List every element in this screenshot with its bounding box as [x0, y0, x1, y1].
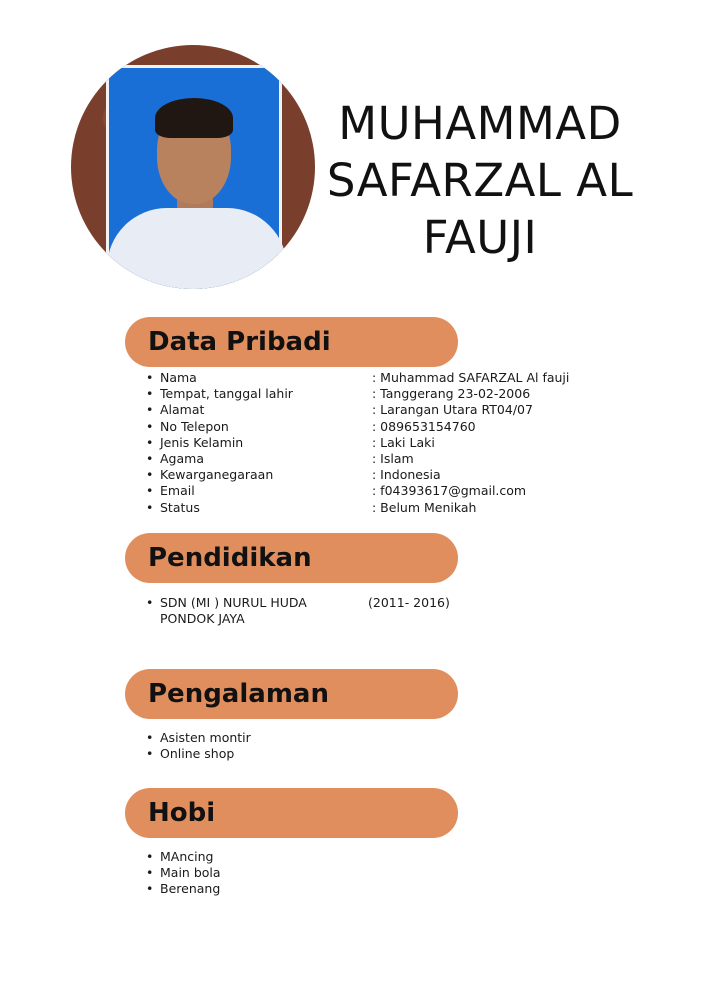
school-location: PONDOK JAYA	[160, 611, 245, 627]
personal-data-list	[146, 370, 569, 516]
list-item: • Tempat, tanggal lahir : Tanggerang 23-02-2006	[146, 386, 531, 402]
list-item: • Agama : Islam	[146, 451, 414, 467]
list-item: • Asisten montir	[146, 730, 251, 745]
school-name: SDN (MI ) NURUL HUDA	[160, 595, 307, 610]
person-name: MUHAMMAD SAFARZAL AL FAUJI	[326, 97, 634, 264]
education-years: (2011- 2016)	[368, 595, 450, 610]
list-item: • Kewarganegaraan : Indonesia	[146, 467, 441, 483]
list-item: • Online shop	[146, 746, 235, 762]
section-header-pendidikan	[125, 533, 458, 583]
section-title: Hobi	[148, 798, 216, 828]
list-item: • Status : Belum Menikah	[146, 499, 477, 515]
section-header-data-pribadi	[125, 317, 458, 367]
list-item: • Email : f04393617@gmail.com	[146, 483, 527, 499]
list-item: • Main bola	[146, 865, 221, 881]
list-item: • Berenang	[146, 881, 221, 897]
experience-list	[146, 730, 251, 762]
id-photo	[106, 65, 282, 289]
list-item: • Nama : Muhammad SAFARZAL Al fauji	[146, 370, 570, 385]
section-title: Data Pribadi	[148, 327, 331, 357]
list-item: • Alamat : Larangan Utara RT04/07	[146, 402, 533, 418]
hobby-list	[146, 849, 221, 898]
profile-photo	[71, 45, 315, 289]
list-item: • MAncing	[146, 849, 214, 864]
section-title: Pendidikan	[148, 543, 312, 573]
list-item: • No Telepon : 089653154760	[146, 418, 476, 434]
section-header-hobi	[125, 788, 458, 838]
list-item: • Jenis Kelamin : Laki Laki	[146, 434, 435, 450]
section-title: Pengalaman	[148, 679, 329, 709]
section-header-pengalaman	[125, 669, 458, 719]
education-item: • SDN (MI ) NURUL HUDA PONDOK JAYA (2011- 2016)	[146, 595, 450, 627]
